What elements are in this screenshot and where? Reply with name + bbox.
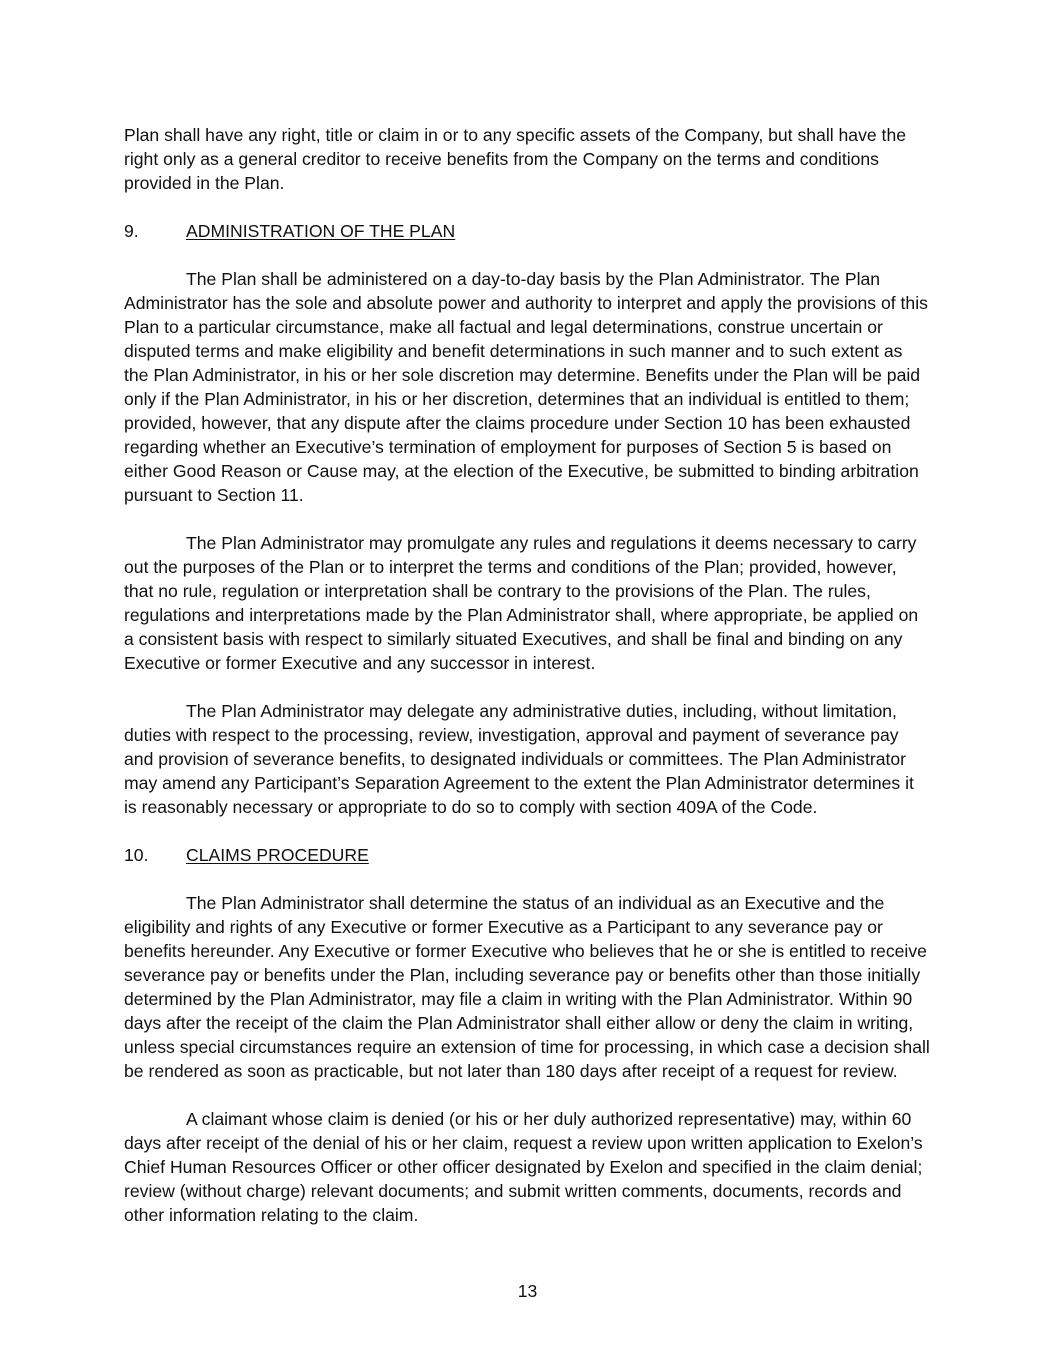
section-10-paragraph: A claimant whose claim is denied (or his or her duly authorized representative) may, within 60 days after receipt of the denial of his or her claim, request a review upon written application to Exelon’s Chief Human Resources Officer or other officer designated by Exelon and specified in the claim denial; review (without charge) relevant documents; and submit written comments, documents, records and other information relating to the claim.: [124, 1109, 923, 1225]
section-9-heading: [124, 219, 930, 243]
intro-paragraph: Plan shall have any right, title or claim in or to any specific assets of the Company, but shall have the right only as a general creditor to receive benefits from the Company on the terms and conditions provided in the Plan.: [124, 125, 907, 193]
section-9-title: ADMINISTRATION OF THE PLAN: [186, 221, 456, 241]
document-page: [124, 123, 930, 1251]
section-10-heading: [124, 843, 930, 867]
section-10-paragraph: The Plan Administrator shall determine the status of an individual as an Executive and the eligibility and rights of any Executive or former Executive as a Participant to any severance pay or benefits hereunder. Any Executive or former Executive who believes that he or she is entitled to receive severance pay or benefits under the Plan, including severance pay or benefits other than those initially determined by the Plan Administrator, may file a claim in writing with the Plan Administrator. Within 90 days after the receipt of the claim the Plan Administrator shall either allow or deny the claim in writing, unless special circumstances require an extension of time for processing, in which case a decision shall be rendered as soon as practicable, but not later than 180 days after receipt of a request for review.: [124, 893, 930, 1081]
section-10-title: CLAIMS PROCEDURE: [186, 845, 369, 865]
section-9-paragraph: The Plan Administrator may promulgate any rules and regulations it deems necessary to carry out the purposes of the Plan or to interpret the terms and conditions of the Plan; provided, however, that no rule, regulation or interpretation shall be contrary to the provisions of the Plan. The rules, regulations and interpretations made by the Plan Administrator shall, where appropriate, be applied on a consistent basis with respect to similarly situated Executives, and shall be final and binding on any Executive or former Executive and any successor in interest.: [124, 533, 919, 673]
section-9-paragraph: The Plan shall be administered on a day-to-day basis by the Plan Administrator. The Plan Administrator has the sole and absolute power and authority to interpret and apply the provisions of this Plan to a particular circumstance, make all factual and legal determinations, construe uncertain or disputed terms and make eligibility and benefit determinations in such manner and to such extent as the Plan Administrator, in his or her sole discretion may determine. Benefits under the Plan will be paid only if the Plan Administrator, in his or her discretion, determines that an individual is entitled to them; provided, however, that any dispute after the claims procedure under Section 10 has been exhausted regarding whether an Executive’s termination of employment for purposes of Section 5 is based on either Good Reason or Cause may, at the election of the Executive, be submitted to binding arbitration pursuant to Section 11.: [124, 269, 928, 505]
section-9-number: 9.: [124, 221, 139, 241]
section-9-paragraph: The Plan Administrator may delegate any administrative duties, including, without limitation, duties with respect to the processing, review, investigation, approval and payment of severance pay and provision of severance benefits, to designated individuals or committees. The Plan Administrator may amend any Participant’s Separation Agreement to the extent the Plan Administrator determines it is reasonably necessary or appropriate to do so to comply with section 409A of the Code.: [124, 701, 914, 817]
section-10-number: 10.: [124, 845, 149, 865]
page-number: 13: [517, 1281, 538, 1301]
